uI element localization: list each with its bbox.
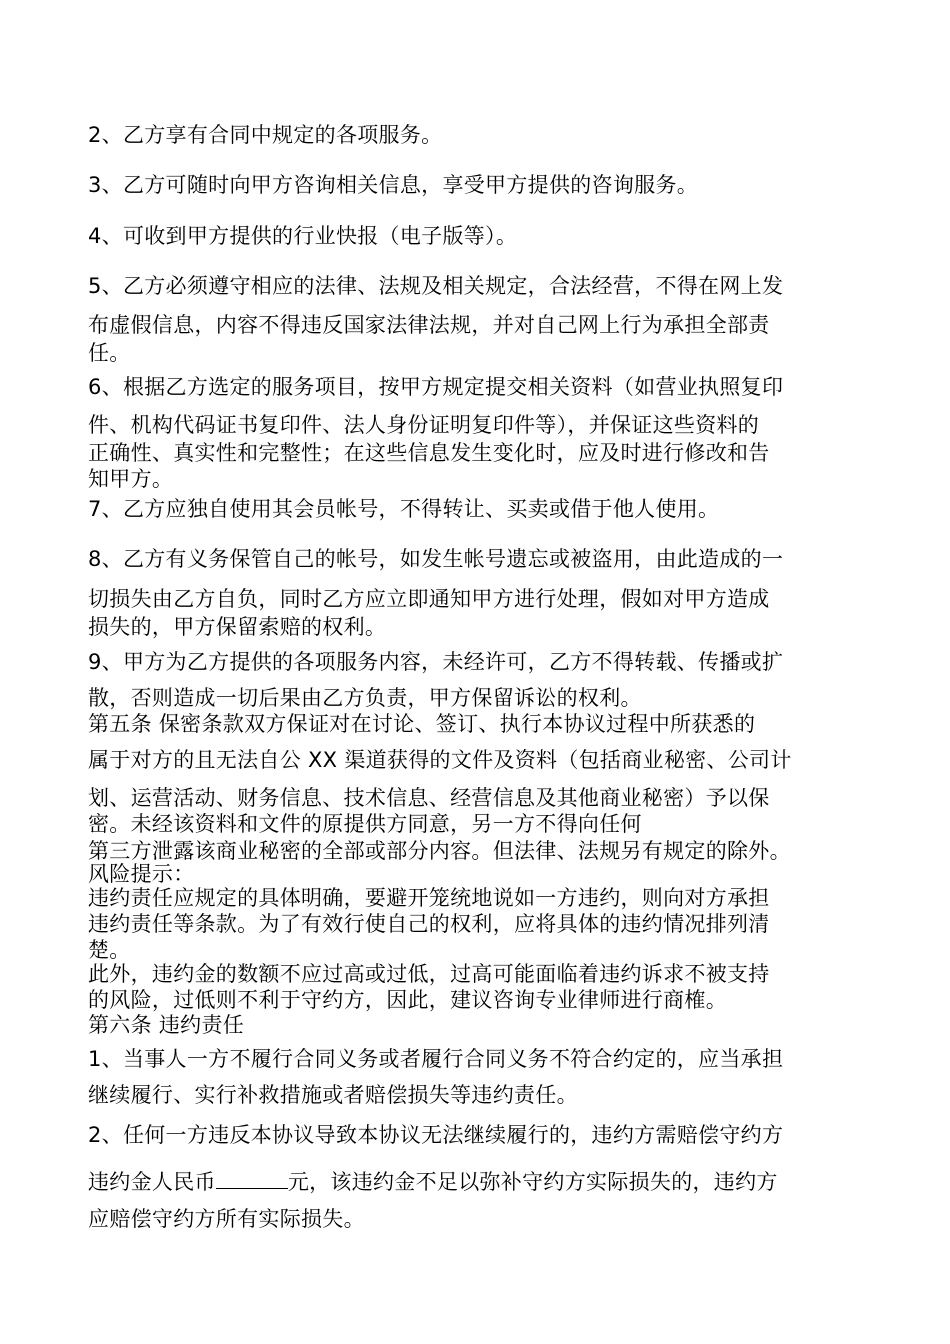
paragraph-line: 属于对方的且无法自公 XX 渠道获得的文件及资料（包括商业秘密、公司计: [88, 748, 792, 772]
paragraph-line: 违约责任应规定的具体明确，要避开笼统地说如一方违约，则向对方承担: [88, 886, 770, 910]
paragraph-line: 5、乙方必须遵守相应的法律、法规及相关规定，合法经营，不得在网上发: [88, 274, 784, 298]
paragraph-line: 3、乙方可随时向甲方咨询相关信息，享受甲方提供的咨询服务。: [88, 173, 699, 197]
paragraph-line: 密。未经该资料和文件的原提供方同意，另一方不得向任何: [88, 812, 642, 836]
paragraph-line: 9、甲方为乙方提供的各项服务内容，未经许可，乙方不得转载、传播或扩: [88, 650, 784, 674]
paragraph-line: 继续履行、实行补救措施或者赔偿损失等违约责任。: [88, 1083, 578, 1107]
paragraph-line: 8、乙方有义务保管自己的帐号，如发生帐号遗忘或被盗用，由此造成的一: [88, 547, 784, 571]
paragraph-line: 2、任何一方违反本协议导致本协议无法继续履行的，违约方需赔偿守约方: [88, 1123, 784, 1147]
paragraph-line: 4、可收到甲方提供的行业快报（电子版等）。: [88, 224, 518, 248]
paragraph-line: 划、运营活动、财务信息、技术信息、经营信息及其他商业秘密）予以保: [88, 786, 770, 810]
paragraph-line: 楚。: [88, 938, 131, 962]
penalty-amount-blank[interactable]: [216, 1170, 288, 1189]
paragraph-line: 件、机构代码证书复印件、法人身份证明复印件等），并保证这些资料的: [88, 413, 760, 437]
paragraph-line: 1、当事人一方不履行合同义务或者履行合同义务不符合约定的，应当承担: [88, 1047, 784, 1071]
penalty-text-after: 元，该违约金不足以弥补守约方实际损失的，违约方: [287, 1170, 778, 1194]
paragraph-line: 2、乙方享有合同中规定的各项服务。: [88, 123, 443, 147]
paragraph-line: 切损失由乙方自负，同时乙方应立即通知甲方进行处理，假如对甲方造成: [88, 587, 770, 611]
paragraph-line: 任。: [88, 341, 131, 365]
paragraph-line: 第三方泄露该商业秘密的全部或部分内容。但法律、法规另有规定的除外。: [88, 839, 791, 863]
paragraph-line: 第六条 违约责任: [88, 1013, 245, 1037]
paragraph-line: 违约责任等条款。为了有效行使自己的权利，应将具体的违约情况排列清: [88, 912, 770, 936]
paragraph-line: 损失的，甲方保留索赔的权利。: [88, 615, 387, 639]
paragraph-line: 知甲方。: [88, 467, 174, 491]
paragraph-line: 此外，违约金的数额不应过高或过低，过高可能面临着违约诉求不被支持: [88, 962, 770, 986]
paragraph-line: 风险提示：: [88, 862, 195, 886]
penalty-text-before: 违约金人民币: [88, 1170, 216, 1194]
paragraph-line: 正确性、真实性和完整性；在这些信息发生变化时，应及时进行修改和告: [88, 441, 770, 465]
paragraph-line: 6、根据乙方选定的服务项目，按甲方规定提交相关资料（如营业执照复印: [88, 375, 784, 399]
penalty-final-line: 应赔偿守约方所有实际损失。: [88, 1207, 365, 1231]
paragraph-line: 第五条 保密条款双方保证对在讨论、签订、执行本协议过程中所获悉的: [88, 712, 756, 736]
penalty-amount-line: [88, 1169, 778, 1195]
paragraph-line: 散，否则造成一切后果由乙方负责，甲方保留诉讼的权利。: [88, 686, 642, 710]
paragraph-line: 的风险，过低则不利于守约方，因此，建议咨询专业律师进行商榷。: [88, 988, 727, 1012]
paragraph-line: 布虚假信息，内容不得违反国家法律法规，并对自己网上行为承担全部责: [88, 313, 770, 337]
paragraph-line: 7、乙方应独自使用其会员帐号，不得转让、买卖或借于他人使用。: [88, 497, 720, 521]
